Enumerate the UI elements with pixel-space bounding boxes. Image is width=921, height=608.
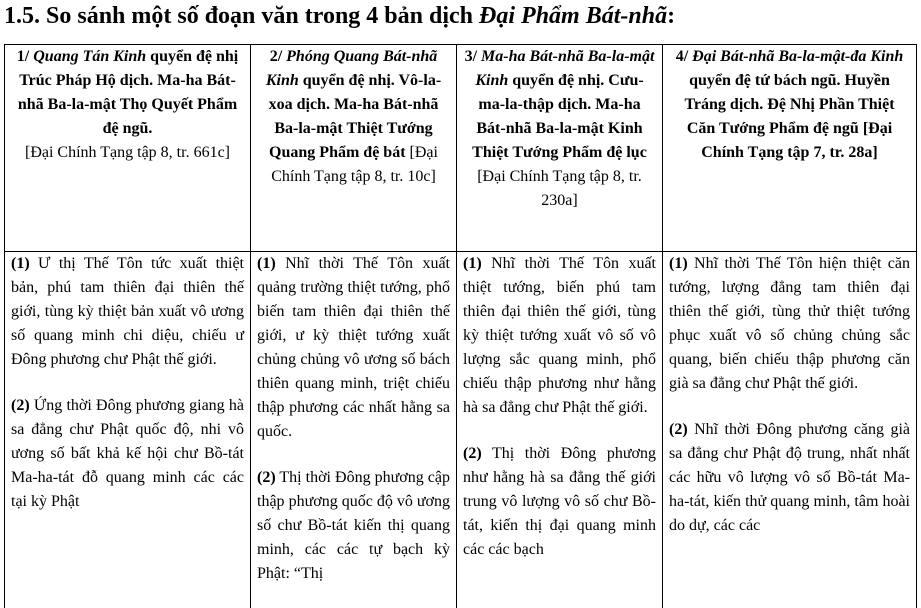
column-number: 3/ <box>465 48 477 65</box>
passage-1 <box>669 252 910 396</box>
section-heading <box>4 3 675 30</box>
translation-info: quyển đệ nhị Trúc Pháp Hộ dịch. Ma-ha Bát-nhã Ba-la-mật Thọ Quyết Phẩm đệ ngũ. <box>18 48 238 137</box>
passage-text: Thị thời Đông phương như hằng hà sa đẳng thế giới trung vô lượng vô số chư Bồ-tát, kiến thị đại quang minh các các bạch <box>463 445 656 558</box>
passage-2 <box>257 466 450 586</box>
passage-cell-4 <box>663 252 917 608</box>
column-header-2 <box>251 45 457 252</box>
passage-row <box>5 252 917 608</box>
passage-number: (1) <box>463 255 482 272</box>
passage-cell-1 <box>5 252 251 608</box>
source-ref: [Đại Chính Tạng tập 8, tr. 10c] <box>271 144 438 185</box>
passage-number: (2) <box>669 421 688 438</box>
heading-text: 1.5. So sánh một số đoạn văn trong 4 bản dịch <box>4 3 479 29</box>
source-ref: [Đại Chính Tạng tập 8, tr. 661c] <box>25 144 230 161</box>
sutra-title: Quang Tán Kinh <box>33 48 146 65</box>
passage-cell-2 <box>251 252 457 608</box>
passage-text: Nhĩ thời Thế Tôn xuất quảng trường thiệt tướng, phổ biến tam thiên đại thiên thế giới, ư kỳ thiệt tướng xuất chủng chủng vô ương số bách thiên quang minh, triệt chiếu thập phương các nhất hằng sa quốc. <box>257 255 450 440</box>
sutra-title: Ma-ha Bát-nhã Ba-la-mật Kinh <box>475 48 654 89</box>
column-header-4 <box>663 45 917 252</box>
passage-number: (1) <box>669 255 688 272</box>
passage-cell-3 <box>457 252 663 608</box>
source-ref: [Đại Chính Tạng tập 8, tr. 230a] <box>477 168 642 209</box>
passage-text: Nhĩ thời Đông phương căng già sa đẳng chư Phật độ trung, nhất nhất các hữu vô lượng vô số Bồ-tát Ma-ha-tát, kiến thử quang minh, tâm hoài do dự, các các <box>669 421 910 534</box>
passage-2 <box>463 442 656 562</box>
passage-text: Nhĩ thời Thế Tôn xuất thiệt tướng, biến phú tam thiên đại thiên thế giới, tùng kỳ thiệt tướng xuất vô số vô lượng sắc quang minh, phổ chiếu thập phương như hằng hà sa đẳng chư Phật thế giới. <box>463 255 656 416</box>
column-header-1 <box>5 45 251 252</box>
passage-number: (2) <box>11 397 30 414</box>
passage-number: (1) <box>257 255 276 272</box>
column-number: 1/ <box>17 48 29 65</box>
passage-text: Ứng thời Đông phương giang hà sa đẳng chư Phật quốc độ, nhi vô ương số bất khả kế hội chư Bồ-tát Ma-ha-tát đỗ quang minh các các tại kỳ Phật <box>11 397 244 510</box>
passage-number: (2) <box>463 445 482 462</box>
column-number: 4/ <box>676 48 688 65</box>
sutra-title: Phóng Quang Bát-nhã Kinh <box>266 48 437 89</box>
translation-info: quyển đệ nhị. Cưu-ma-la-thập dịch. Ma-ha Bát-nhã Ba-la-mật Kinh Thiệt Tướng Phẩm đệ lục <box>472 72 647 161</box>
passage-1 <box>463 252 656 420</box>
column-header-3 <box>457 45 663 252</box>
sutra-title: Đại Bát-nhã Ba-la-mật-đa Kinh <box>692 48 903 65</box>
heading-title: Đại Phẩm Bát-nhã <box>479 3 667 29</box>
passage-number: (2) <box>257 469 276 486</box>
comparison-table <box>4 44 917 608</box>
translation-info: quyển đệ tứ bách ngũ. Huyền Tráng dịch. Đệ Nhị Phần Thiệt Căn Tướng Phẩm đệ ngũ [Đại Chính Tạng tập 7, tr. 28a] <box>684 72 894 161</box>
passage-text: Nhĩ thời Thế Tôn hiện thiệt căn tướng, lượng đẳng tam thiên đại thiên thế giới, tùng thử thiệt tướng phục xuất vô số chủng chủng sắc quang, biến chiếu thập phương căn già sa đẳng chư Phật thế giới. <box>669 255 910 392</box>
passage-text: Ư thị Thế Tôn tức xuất thiệt bản, phú tam thiên đại thiên thế giới, tùng kỳ thiệt bản xuất vô ương số quang minh chi diệu, chiếu ư Đông phương chư Phật thế giới. <box>11 255 244 368</box>
header-row <box>5 45 917 252</box>
column-number: 2/ <box>270 48 282 65</box>
heading-suffix: : <box>667 3 675 29</box>
passage-1 <box>11 252 244 372</box>
translation-info: quyển đệ nhị. Vô-la-xoa dịch. Ma-ha Bát-nhã Ba-la-mật Thiệt Tướng Quang Phẩm đệ bát <box>269 72 442 161</box>
passage-text: Thị thời Đông phương cập thập phương quốc độ vô ương số chư Bồ-tát kiến thị quang minh, các các tự bạch kỳ Phật: “Thị <box>257 469 450 582</box>
passage-2 <box>669 418 910 538</box>
passage-number: (1) <box>11 255 30 272</box>
passage-2 <box>11 394 244 514</box>
passage-1 <box>257 252 450 444</box>
